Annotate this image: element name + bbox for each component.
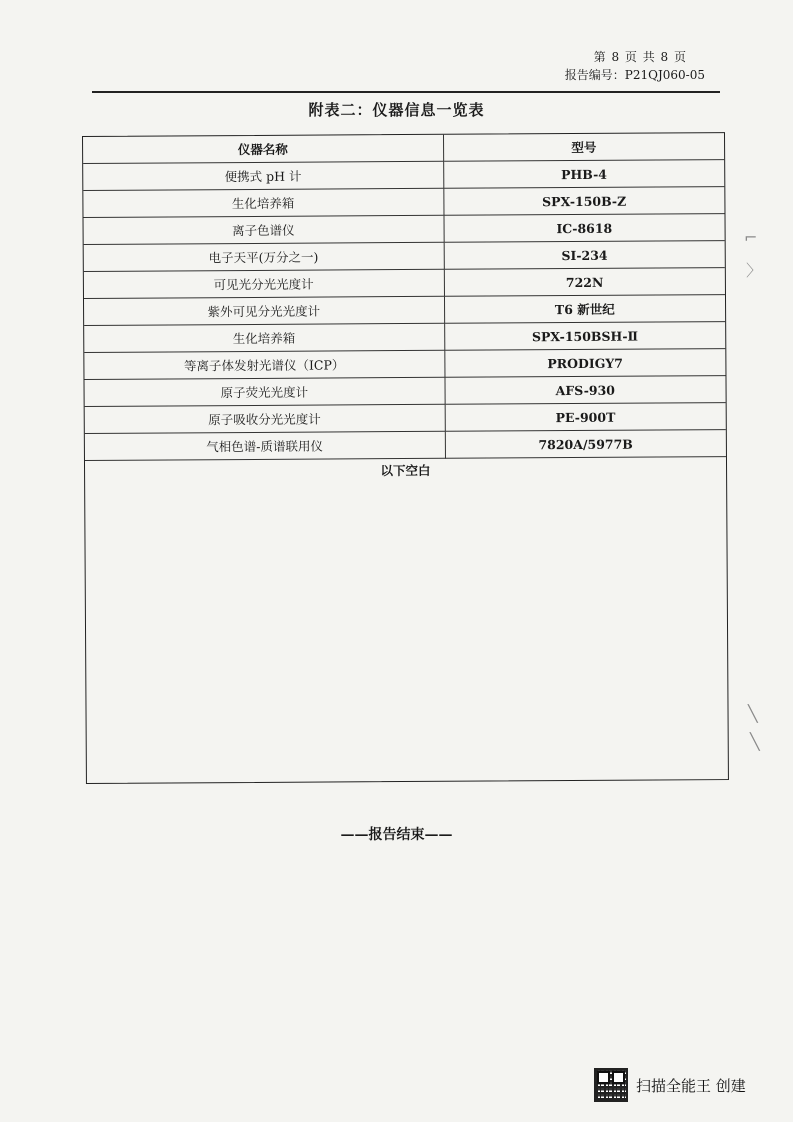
header-model: 型号 [443, 133, 724, 161]
blank-note: 以下空白 [380, 462, 431, 479]
table-row [84, 268, 725, 299]
model-cell: PRODIGY7 [444, 349, 725, 378]
instrument-table [83, 133, 726, 461]
table-row [83, 214, 724, 245]
report-number: 报告编号：P21QJ060-05 [564, 68, 705, 82]
table-row [84, 241, 725, 272]
model-cell: T6 新世纪 [444, 295, 725, 324]
margin-mark: 〉 [746, 261, 763, 280]
instrument-name-cell: 便携式 pH 计 [83, 161, 443, 190]
model-cell: 7820A/5977B [445, 430, 726, 459]
model-cell: SPX-150BSH-Ⅱ [444, 322, 725, 351]
table-header-row [83, 133, 724, 163]
qr-code-icon [594, 1068, 628, 1102]
model-cell: IC-8618 [443, 214, 724, 243]
model-cell: SI-234 [444, 241, 725, 270]
instrument-table-frame [82, 132, 729, 784]
instrument-name-cell: 电子天平(万分之一) [84, 242, 444, 271]
model-cell: PHB-4 [443, 160, 724, 189]
table-row [85, 403, 726, 434]
instrument-name-cell: 生化培养箱 [83, 188, 443, 217]
instrument-name-cell: 离子色谱仪 [83, 215, 443, 244]
instrument-name-cell: 紫外可见分光光度计 [84, 296, 444, 325]
table-row [84, 322, 725, 353]
model-cell: PE-900T [445, 403, 726, 432]
document-title: 附表二：仪器信息一览表 [308, 101, 485, 119]
instrument-name-cell: 气相色谱-质谱联用仪 [85, 431, 445, 460]
instrument-name-cell: 可见光分光光度计 [84, 269, 444, 298]
table-row [84, 295, 725, 326]
margin-mark: ╲ [748, 704, 758, 723]
header-rule [92, 91, 720, 93]
table-row [83, 160, 724, 191]
watermark-text: 扫描全能王 创建 [636, 1076, 746, 1095]
table-row [85, 430, 726, 461]
header-instrument-name: 仪器名称 [83, 135, 443, 164]
report-end-text: ——报告结束—— [340, 827, 453, 843]
model-cell: SPX-150B-Z [443, 187, 724, 216]
table-row [84, 376, 725, 407]
table-row [84, 349, 725, 380]
margin-mark: ╲ [750, 732, 760, 751]
instrument-name-cell: 原子荧光光度计 [84, 377, 444, 406]
page-number: 第 8 页 共 8 页 [593, 50, 687, 64]
margin-mark: ⌐ [744, 228, 758, 247]
model-cell: AFS-930 [444, 376, 725, 405]
instrument-name-cell: 等离子体发射光谱仪（ICP） [84, 350, 444, 379]
instrument-name-cell: 原子吸收分光光度计 [85, 404, 445, 433]
scanner-watermark [594, 1068, 746, 1102]
model-cell: 722N [444, 268, 725, 297]
instrument-name-cell: 生化培养箱 [84, 323, 444, 352]
table-row [83, 187, 724, 218]
